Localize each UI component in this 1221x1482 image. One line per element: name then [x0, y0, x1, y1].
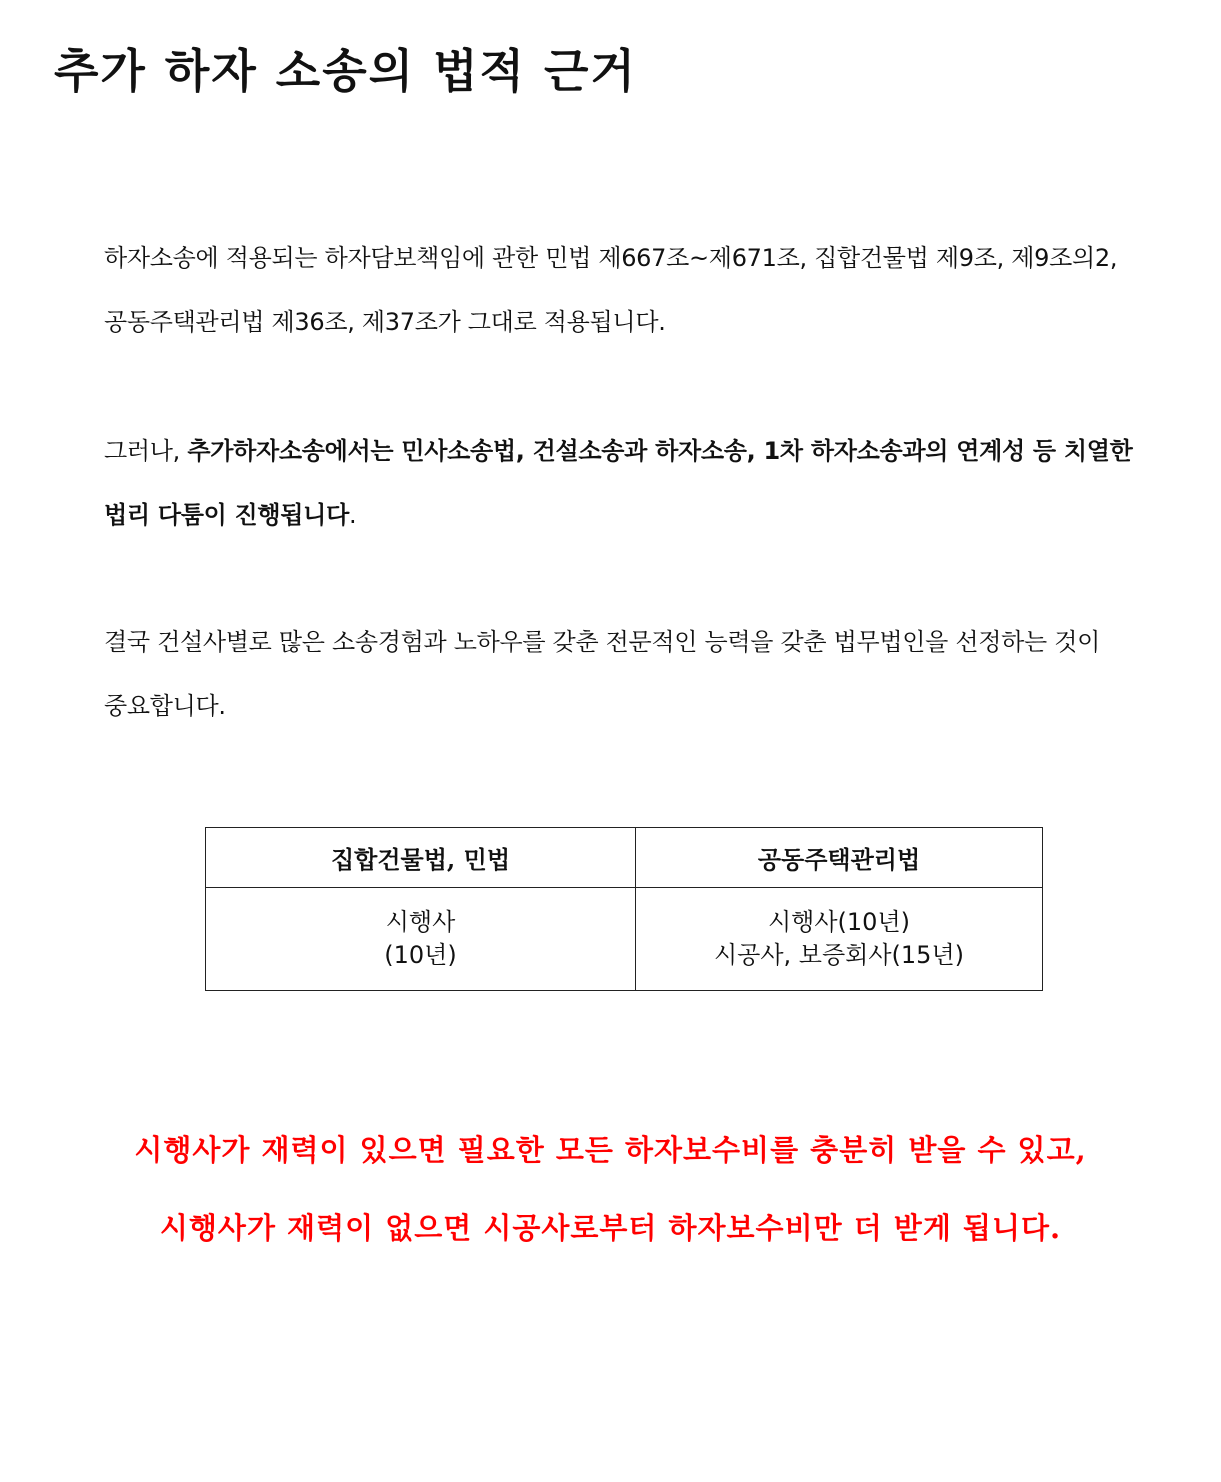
paragraph-legal-dispute-emphasis: 추가하자소송에서는 민사소송법, 건설소송과 하자소송, 1차 하자소송과의 연계성 등 치열한 법리 다툼이 진행됩니다: [104, 437, 1133, 529]
cell-line: (10년): [384, 941, 457, 969]
conclusion-line-1: 시행사가 재력이 있으면 필요한 모든 하자보수비를 충분히 받을 수 있고,: [134, 1133, 1087, 1167]
cell-line: 시행사(10년): [767, 908, 910, 936]
page-title: 추가 하자 소송의 법적 근거: [54, 44, 637, 98]
table-cell-building-act: [206, 888, 636, 991]
paragraph-legal-dispute-lead: 그러나,: [104, 437, 188, 465]
table-cell-housing-act: [636, 888, 1043, 991]
paragraph-applicable-laws: 하자소송에 적용되는 하자담보책임에 관한 민법 제667조~제671조, 집합건물법 제9조, 제9조의2, 공동주택관리법 제36조, 제37조가 그대로 적용됩니다.: [104, 244, 1118, 336]
table-header-row: [206, 828, 1043, 888]
table-header-building-act: 집합건물법, 민법: [206, 828, 636, 888]
cell-line: 시행사: [385, 908, 456, 936]
paragraph-legal-dispute: [104, 419, 1174, 547]
conclusion-line-2: 시행사가 재력이 없으면 시공사로부터 하자보수비만 더 받게 됩니다.: [159, 1211, 1062, 1245]
law-comparison-table: [205, 827, 1043, 991]
table-row: [206, 888, 1043, 991]
paragraph-legal-dispute-tail: .: [348, 501, 357, 529]
cell-line: 시공사, 보증회사(15년): [714, 941, 964, 969]
paragraph-firm-selection: 결국 건설사별로 많은 소송경험과 노하우를 갖춘 전문적인 능력을 갖춘 법무법인을 선정하는 것이 중요합니다.: [104, 628, 1100, 720]
table-header-housing-act: 공동주택관리법: [636, 828, 1043, 888]
